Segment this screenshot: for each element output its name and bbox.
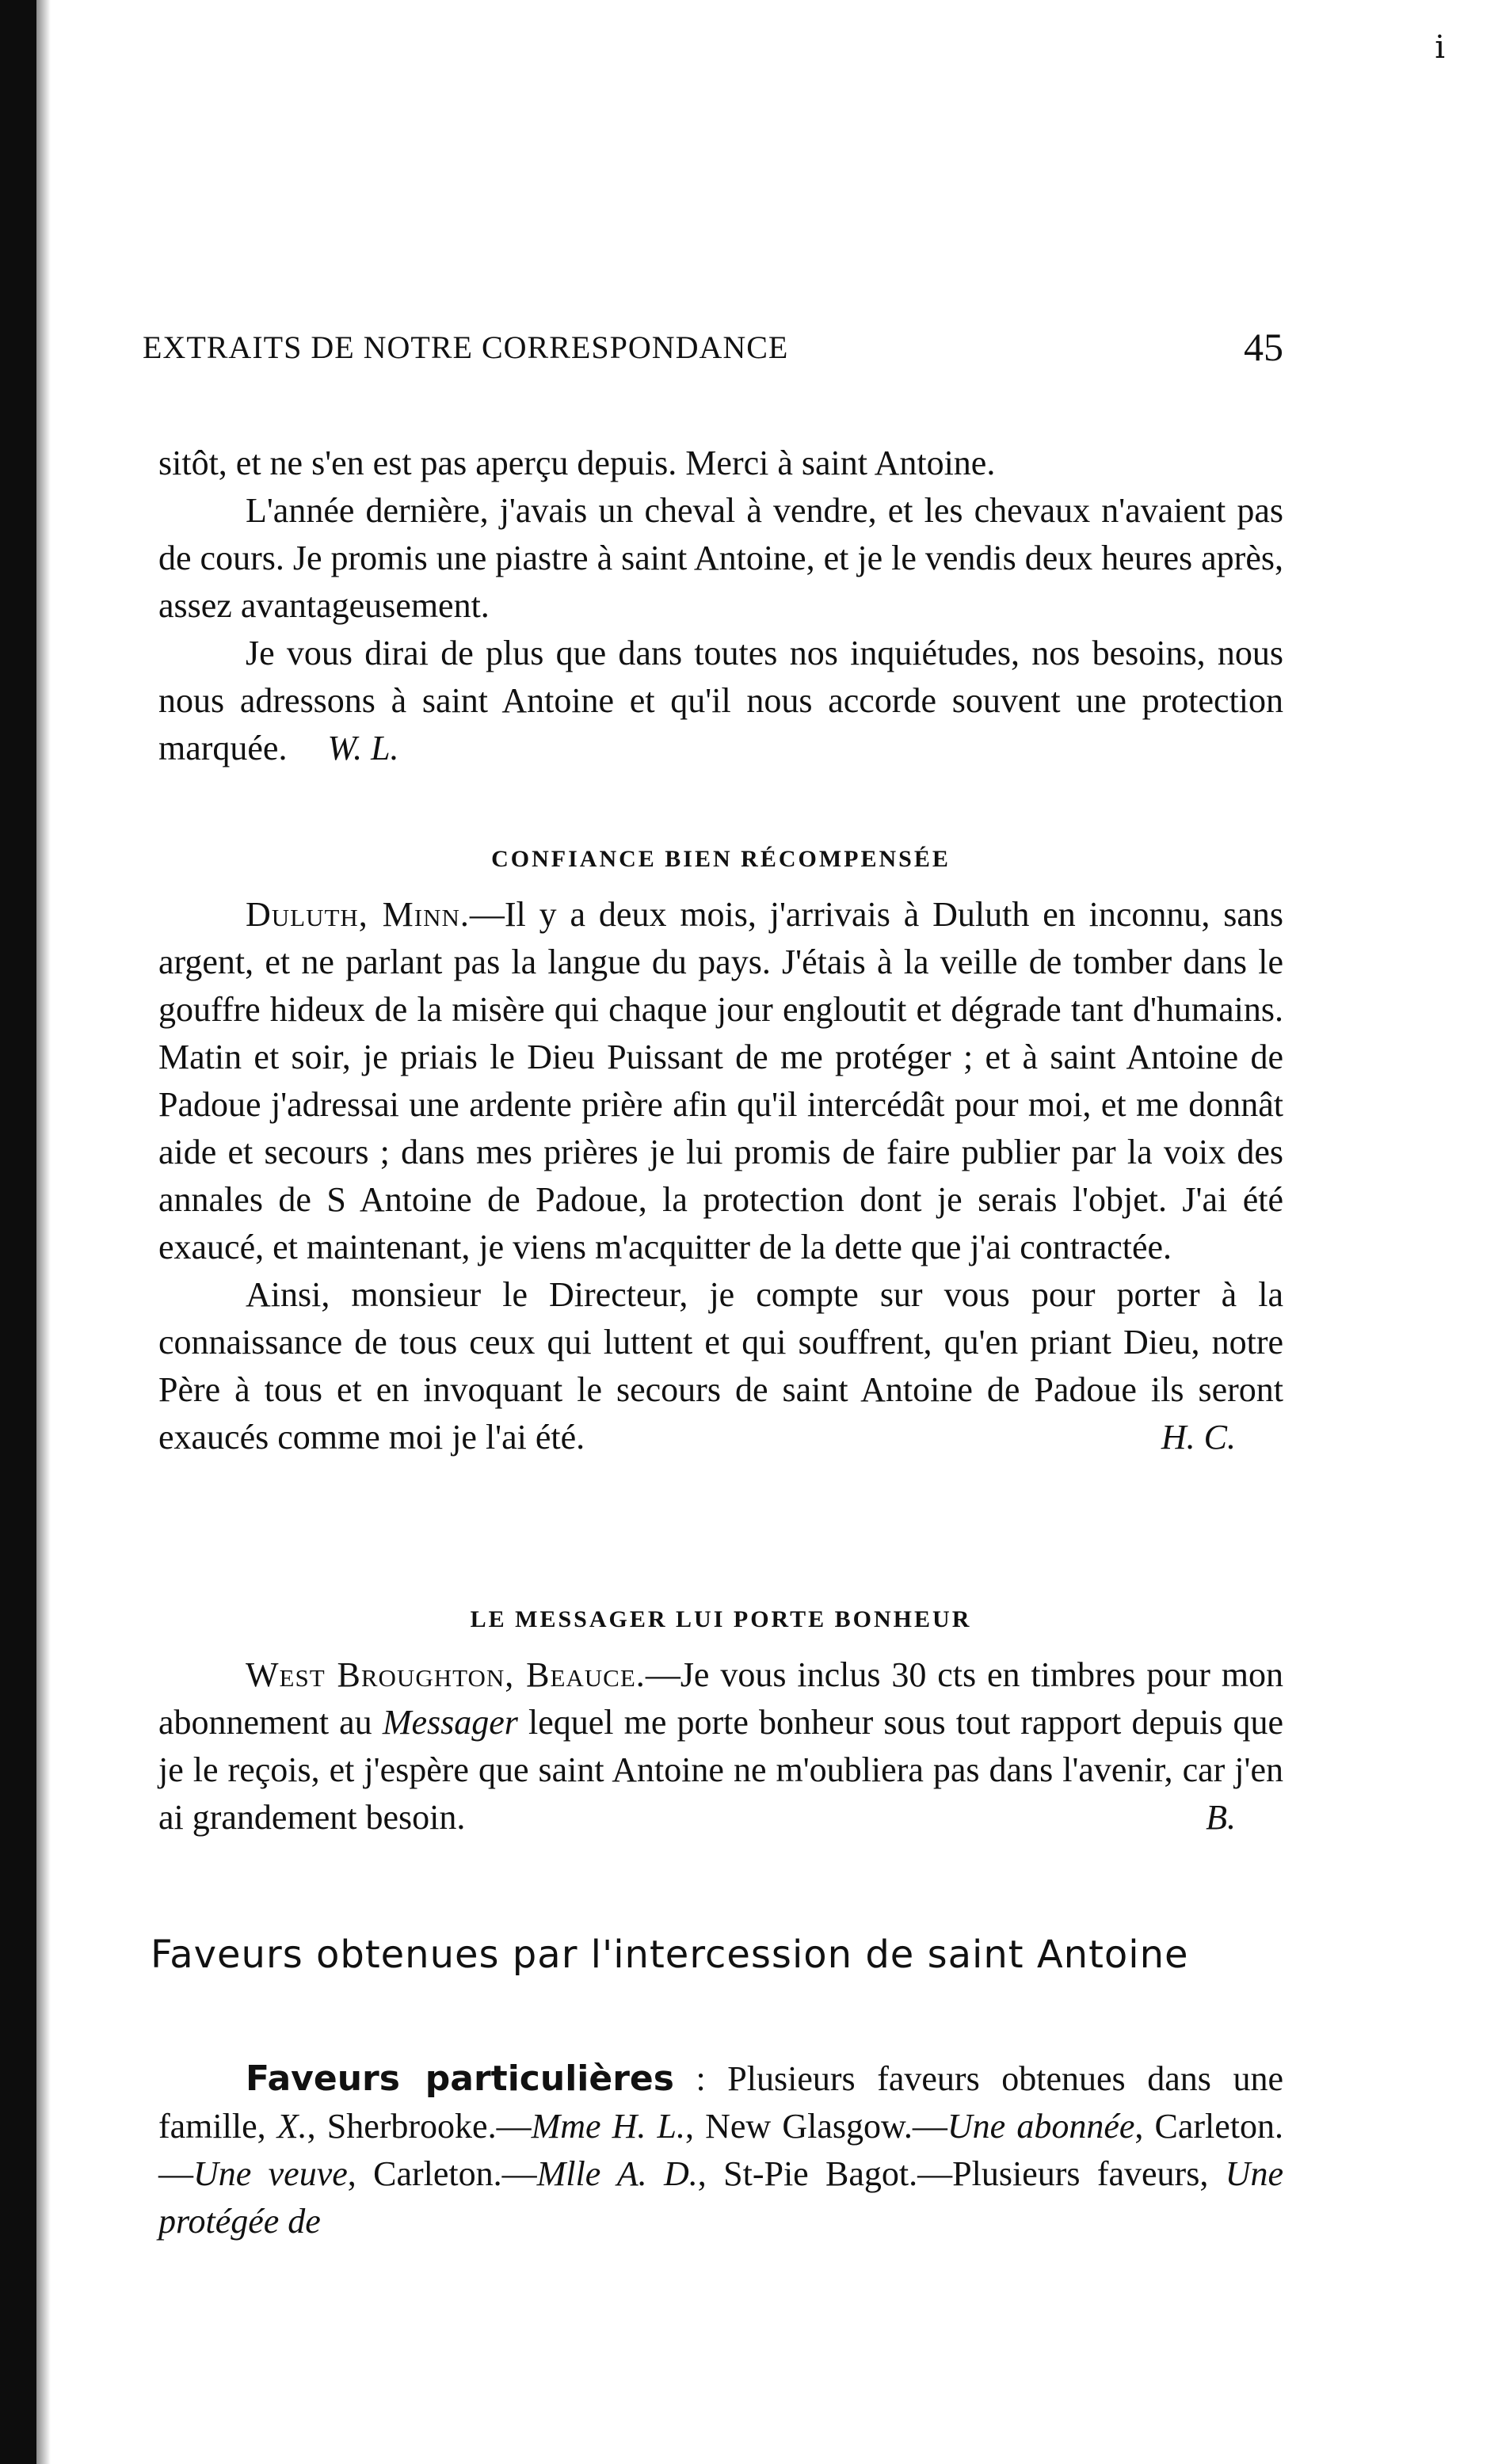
favors-text-5: , Carleton.— — [347, 2154, 537, 2193]
favors-text-6: , St-Pie Bagot.—Plusieurs faveurs, — [697, 2154, 1226, 2193]
letter-1-signature: W. L. — [327, 729, 399, 767]
favors-colon: : — [673, 2059, 728, 2098]
favors-list — [158, 2055, 1283, 2245]
letter-3-signature: B. — [1206, 1798, 1236, 1837]
letter-1-paragraph-3-text: Je vous dirai de plus que dans toutes nos inquiétudes, nos besoins, nous nous adressons à saint Antoine et qu'il nous accorde souvent une protection marquée. — [158, 634, 1283, 767]
letter-1-paragraph-2: L'année dernière, j'avais un cheval à vendre, et les chevaux n'avaient pas de cours. Je promis une piastre à saint Antoine, et je le vendis deux heures après, assez avantageusement. — [158, 491, 1283, 625]
favors-paragraph — [158, 2055, 1283, 2245]
favors-lead: Faveurs particulières — [246, 2058, 674, 2099]
letter-1 — [158, 440, 1283, 772]
messager-title: Messager — [382, 1703, 518, 1742]
book-binding-edge — [0, 0, 36, 2464]
favors-name-3: Une abonnée — [947, 2107, 1135, 2146]
section-heading-faveurs: Faveurs obtenues par l'intercession de saint Antoine — [151, 1933, 1189, 1977]
favors-text-2: , Sherbrooke.— — [307, 2107, 532, 2146]
favors-name-6: Une protégée de — [158, 2154, 1283, 2241]
favors-name-2: Mme H. L. — [531, 2107, 686, 2146]
letter-2-paragraph-2 — [158, 1271, 1283, 1461]
letter-2 — [158, 891, 1283, 1461]
heading-confiance: CONFIANCE BIEN RÉCOMPENSÉE — [491, 846, 951, 872]
letter-3-text-a: —Je vous inclus 30 cts en timbres pour mon abonnement au — [158, 1655, 1284, 1742]
favors-name-5: Mlle A. D. — [536, 2154, 698, 2193]
favors-name-1: X. — [276, 2107, 307, 2146]
letter-2-place: Duluth, Minn. — [246, 895, 470, 934]
letter-2-paragraph-1 — [158, 891, 1283, 1271]
letter-3-place: West Broughton, Beauce. — [246, 1655, 646, 1694]
letter-3-text-b: lequel me porte bonheur sous tout rapport depuis que je le reçois, et j'espère que saint Antoine ne m'oubliera pas dans l'avenir, car j'en ai grandement besoin. — [158, 1703, 1283, 1837]
letter-2-paragraph-2-text: Ainsi, monsieur le Directeur, je compte sur vous pour porter à la connaissance de tous ceux qui luttent et qui souffrent, qu'en priant Dieu, notre Père à tous et en invoquant le secours de saint Antoine de Padoue ils seront exaucés comme moi je l'ai été. — [158, 1275, 1283, 1457]
letter-2-paragraph-1-text: —Il y a deux mois, j'arrivais à Duluth en inconnu, sans argent, et ne parlant pas la langue du pays. J'étais à la veille de tomber dans le gouffre hideux de la misère qui chaque jour engloutit et dégrade tant d'humains. Matin et soir, je priais le Dieu Puissant de me protéger ; et à saint Antoine de Padoue j'adressai une ardente prière afin qu'il intercédât pour moi, et me donnât aide et secours ; dans mes prières je lui promis de faire publier par la voix des annales de S Antoine de Padoue, la protection dont je serais l'objet. J'ai été exaucé, et maintenant, je viens m'acquitter de la dette que j'ai contractée. — [158, 895, 1283, 1266]
page-number: 45 — [1244, 325, 1283, 369]
favors-text-3: , New Glasgow.— — [685, 2107, 947, 2146]
running-title: EXTRAITS DE NOTRE CORRESPONDANCE — [143, 329, 789, 365]
favors-text-4: , Carleton.— — [158, 2107, 1284, 2193]
letter-3 — [158, 1651, 1283, 1841]
letter-1-paragraph-3 — [158, 630, 1283, 772]
favors-text-1: Plusieurs faveurs obtenues dans une famille, — [158, 2059, 1283, 2146]
letter-3-paragraph — [158, 1651, 1283, 1841]
letter-1-paragraph-1: sitôt, et ne s'en est pas aperçu depuis. Merci à saint Antoine. — [158, 444, 996, 482]
heading-messager: LE MESSAGER LUI PORTE BONHEUR — [470, 1606, 972, 1632]
letter-2-signature: H. C. — [1161, 1418, 1236, 1457]
favors-name-4: Une veuve — [193, 2154, 348, 2193]
running-head — [143, 325, 1283, 376]
margin-mark: i — [1435, 29, 1445, 66]
